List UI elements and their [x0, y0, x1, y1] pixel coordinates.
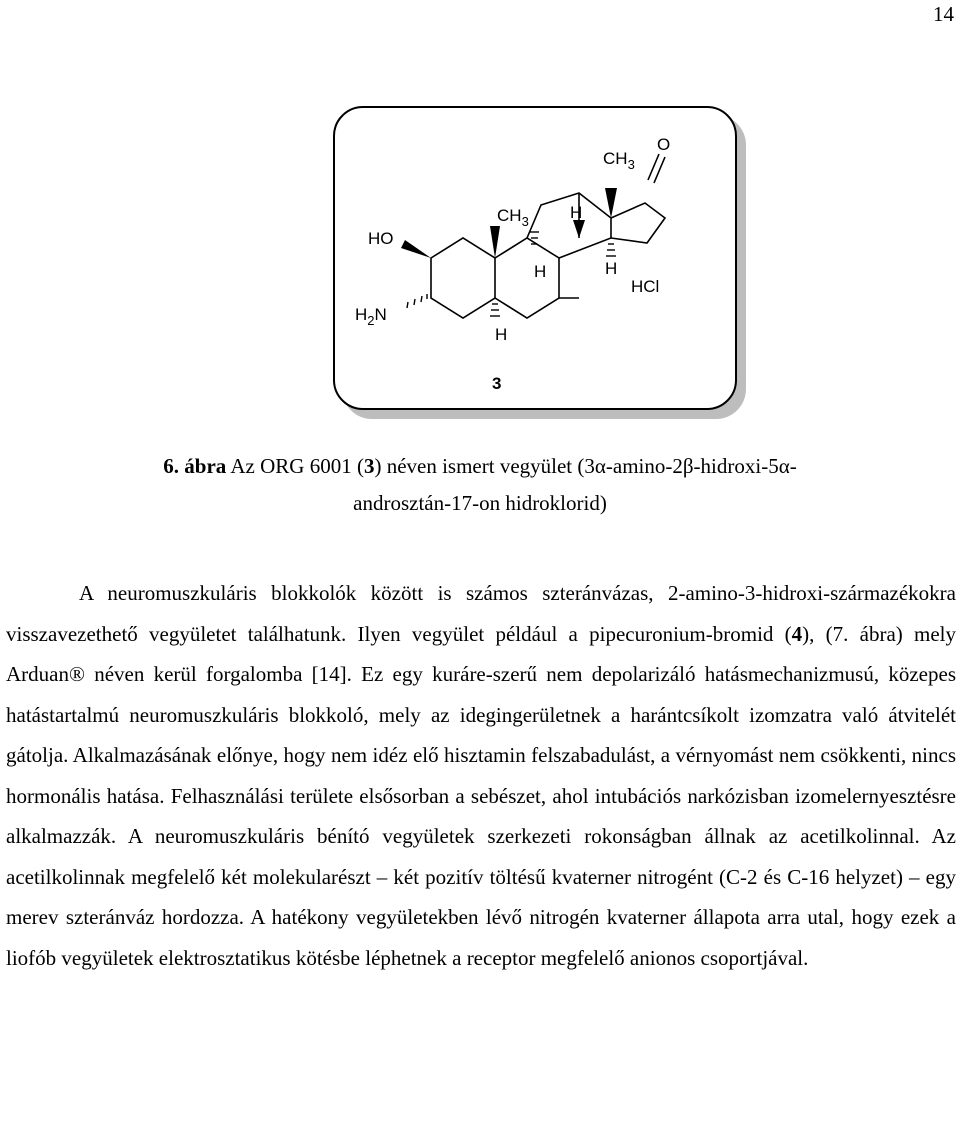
structure-figure — [333, 106, 737, 410]
h-c14-label: H — [605, 259, 618, 278]
paragraph-ref: 4 — [791, 621, 803, 646]
amine-h: H — [355, 305, 368, 324]
wedge-bond-h-c8 — [573, 220, 585, 238]
methyl-c10-label — [497, 206, 529, 229]
body-text — [6, 573, 956, 978]
methyl-c10-ch: CH — [497, 206, 522, 225]
skeleton-bonds — [431, 154, 665, 318]
wedge-bond-oh — [401, 240, 431, 258]
amine-subscript: 2 — [367, 313, 375, 328]
methyl-c13-ch: CH — [603, 149, 628, 168]
h-c9-label: H — [534, 262, 547, 281]
registered-mark: ® — [68, 662, 85, 686]
caption-line-1 — [60, 448, 900, 485]
methyl-c13-subscript: 3 — [627, 157, 635, 172]
hashed-bond-h-c5 — [490, 304, 500, 316]
methyl-c13-label — [603, 149, 635, 172]
paragraph-part-1: A neuromuszkuláris blokkolók között is számos szteránvázas, 2-amino-3-hidroxi-származékokra visszavezethető vegyületet találhatunk. Ilyen vegyület például a pipecuronium-bromid ( — [6, 581, 956, 646]
paragraph-part-2: ), (7. ábra) mely Arduan — [6, 621, 957, 686]
caption-ref: 3 — [363, 454, 375, 478]
hydroxyl-label: HO — [368, 229, 394, 248]
hashed-bond-h-c14 — [606, 244, 616, 256]
h-c8-label: H — [570, 203, 583, 222]
caption-text-1: Az ORG 6001 ( — [226, 454, 364, 478]
page-number: 14 — [933, 2, 954, 26]
caption-text-2: ) néven ismert vegyület (3α-amino-2β-hidroxi-5α- — [374, 454, 797, 478]
paragraph — [6, 573, 956, 978]
h-c5-label: H — [495, 325, 508, 344]
wedge-bond-ch3-c13 — [605, 188, 617, 218]
amine-label — [355, 305, 387, 328]
figure-caption — [60, 448, 900, 522]
compound-number: 3 — [492, 374, 502, 393]
caption-label: 6. ábra — [163, 454, 227, 478]
hashed-bond-nh2 — [407, 294, 427, 308]
amine-n: N — [374, 305, 387, 324]
paragraph-part-3: néven kerül forgalomba [14]. Ez egy kuráre-szerű nem depolarizáló hatásmechanizmusú, közepes hatástartalmú neuromuszkuláris blokkoló, mely az idegingerületnek a harántcsíkolt izomzatra való átvitelét gátolja. Alkalmazásának előnye, hogy nem idéz elő hisztamin felszabadulást, a vérnyomást nem csökkenti, nincs hormonális hatása. Felhasználási területe elsősorban a sebészet, ahol intubációs narkózisban izomelernyesztésre alkalmazzák. A neuromuszkuláris bénító vegyületek szerkezeti rokonságban állnak az acetilkolinnal. Az acetilkolinnak megfelelő két molekularészt – két pozitív töltésű kvaterner nitrogént (C-2 és C-16 helyzet) – egy merev szteránváz hordozza. A hatékony vegyületekben lévő nitrogén kvaterner állapota arra utal, hogy ezek a liofób vegyületek elektrosztatikus kötésbe léphetnek a receptor megfelelő anionos csoportjával. — [6, 662, 956, 970]
wedge-bond-ch3-c10 — [490, 226, 500, 258]
methyl-c10-subscript: 3 — [521, 214, 529, 229]
caption-line-2: androsztán-17-on hidroklorid) — [353, 491, 607, 515]
oxygen-label: O — [657, 135, 671, 154]
hcl-label: HCl — [631, 277, 660, 296]
steroid-structure-diagram — [335, 108, 735, 408]
